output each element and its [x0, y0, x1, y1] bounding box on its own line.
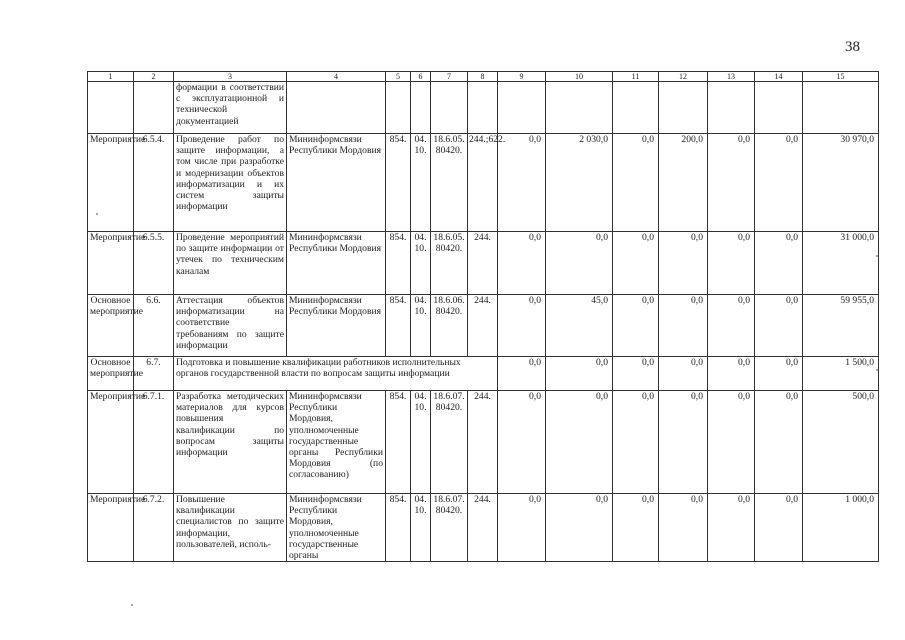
- cell-c9: 0,0: [498, 295, 546, 357]
- header-cell: 7: [431, 72, 468, 82]
- cell-c15: 1 000,0: [803, 494, 879, 562]
- cell-c8: 244.: [468, 494, 498, 562]
- cell-c10: 45,0: [546, 295, 613, 357]
- cell-c6: 04. 10.: [411, 391, 431, 494]
- budget-table: [87, 71, 879, 562]
- cell-c6: 04. 10.: [411, 295, 431, 357]
- cell-c10: 0,0: [546, 357, 613, 391]
- cell-c7: 18.6.06. 80420.: [431, 295, 468, 357]
- cell-c12: 0,0: [659, 391, 708, 494]
- cell-c11: 0,0: [613, 357, 659, 391]
- cell-type: [88, 82, 134, 134]
- cell-c13: 0,0: [708, 134, 755, 232]
- header-cell: 5: [386, 72, 411, 82]
- scan-speck: [876, 369, 878, 371]
- cell-name: Разработка методических материалов для курсов повышения квалификации по вопросам защиты информации: [174, 391, 287, 494]
- cell-c7: 18.6.05. 80420.: [431, 134, 468, 232]
- cell-c13: 0,0: [708, 391, 755, 494]
- table-row: [88, 295, 879, 357]
- cell-executor: Мининформсвязи Республики Мордовия: [287, 134, 386, 232]
- header-cell: 14: [755, 72, 803, 82]
- cell-c14: 0,0: [755, 391, 803, 494]
- scan-speck: [131, 604, 133, 606]
- cell-c8: 244.: [468, 232, 498, 295]
- cell-c14: [755, 82, 803, 134]
- cell-c12: 0,0: [659, 494, 708, 562]
- header-cell: 6: [411, 72, 431, 82]
- cell-c7: 18.6.07. 80420.: [431, 391, 468, 494]
- cell-c15: 500,0: [803, 391, 879, 494]
- header-cell: 2: [134, 72, 174, 82]
- cell-c15: 1 500,0: [803, 357, 879, 391]
- cell-name: формации в соответствии с эксплуатационной и технической документацией: [174, 82, 287, 134]
- header-cell: 1: [88, 72, 134, 82]
- cell-c5: 854.: [386, 232, 411, 295]
- cell-code: [134, 82, 174, 134]
- cell-code: 6.7.1.: [134, 391, 174, 494]
- cell-c11: 0,0: [613, 134, 659, 232]
- cell-c6: 04. 10.: [411, 134, 431, 232]
- cell-type: Мероприятие: [88, 134, 134, 232]
- cell-c10: [546, 82, 613, 134]
- cell-c9: 0,0: [498, 494, 546, 562]
- cell-c5: 854.: [386, 391, 411, 494]
- cell-type: Мероприятие: [88, 494, 134, 562]
- cell-c8: 244.: [468, 295, 498, 357]
- scan-speck: [96, 213, 98, 215]
- header-cell: 11: [613, 72, 659, 82]
- cell-c8: 244.;622.: [468, 134, 498, 232]
- cell-c15: [803, 82, 879, 134]
- cell-c9: 0,0: [498, 232, 546, 295]
- cell-executor: Мининформсвязи Республики Мордовия, уполномоченные государственные органы Республики Мордовия (по согласованию): [287, 391, 386, 494]
- header-cell: 8: [468, 72, 498, 82]
- cell-c11: 0,0: [613, 391, 659, 494]
- cell-c12: 0,0: [659, 295, 708, 357]
- cell-c11: 0,0: [613, 295, 659, 357]
- cell-c12: [659, 82, 708, 134]
- cell-type: Мероприятие: [88, 232, 134, 295]
- header-row: [88, 72, 879, 82]
- header-cell: 13: [708, 72, 755, 82]
- cell-c13: 0,0: [708, 295, 755, 357]
- header-cell: 9: [498, 72, 546, 82]
- cell-c6: 04. 10.: [411, 494, 431, 562]
- cell-c6: [411, 82, 431, 134]
- cell-c12: 200,0: [659, 134, 708, 232]
- cell-c13: [708, 82, 755, 134]
- cell-c10: 0,0: [546, 391, 613, 494]
- cell-name: Аттестация объектов информатизации на соответствие требованиям по защите информации: [174, 295, 287, 357]
- cell-c14: 0,0: [755, 134, 803, 232]
- table-row: [88, 391, 879, 494]
- cell-c9: 0,0: [498, 357, 546, 391]
- cell-c5: 854.: [386, 295, 411, 357]
- cell-c10: 0,0: [546, 232, 613, 295]
- cell-c5: 854.: [386, 134, 411, 232]
- cell-c11: [613, 82, 659, 134]
- cell-c15: 59 955,0: [803, 295, 879, 357]
- table-row: [88, 357, 879, 391]
- cell-executor: Мининформсвязи Республики Мордовия: [287, 295, 386, 357]
- cell-c8: 244.: [468, 391, 498, 494]
- cell-c14: 0,0: [755, 357, 803, 391]
- table-row: [88, 494, 879, 562]
- header-cell: 3: [174, 72, 287, 82]
- cell-name: Проведение мероприятий по защите информации от утечек по техническим каналам: [174, 232, 287, 295]
- table-row: [88, 232, 879, 295]
- cell-c9: 0,0: [498, 391, 546, 494]
- cell-c8: [468, 82, 498, 134]
- table-row: [88, 134, 879, 232]
- header-cell: 15: [803, 72, 879, 82]
- cell-c14: 0,0: [755, 494, 803, 562]
- cell-c9: [498, 82, 546, 134]
- cell-executor: Мининформсвязи Республики Мордовия: [287, 232, 386, 295]
- cell-c10: 2 030,0: [546, 134, 613, 232]
- cell-c13: 0,0: [708, 357, 755, 391]
- cell-type: Основное мероприятие: [88, 357, 134, 391]
- cell-c11: 0,0: [613, 494, 659, 562]
- page-number: 38: [845, 39, 860, 55]
- cell-c12: 0,0: [659, 357, 708, 391]
- header-cell: 12: [659, 72, 708, 82]
- cell-executor: Мининформсвязи Республики Мордовия, уполномоченные государственные органы: [287, 494, 386, 562]
- cell-c7: 18.6.07. 80420.: [431, 494, 468, 562]
- cell-c9: 0,0: [498, 134, 546, 232]
- cell-c7: 18.6.05. 80420.: [431, 232, 468, 295]
- header-cell: 4: [287, 72, 386, 82]
- cell-code: 6.6.: [134, 295, 174, 357]
- cell-name: Проведение работ по защите информации, а том числе при разработке и модернизации объектов информатизации и их систем защиты информации: [174, 134, 287, 232]
- cell-c13: 0,0: [708, 232, 755, 295]
- cell-c14: 0,0: [755, 295, 803, 357]
- cell-c6: 04. 10.: [411, 232, 431, 295]
- cell-name: Повышение квалификации специалистов по защите информации, пользователей, исполь-: [174, 494, 287, 562]
- cell-c12: 0,0: [659, 232, 708, 295]
- cell-c13: 0,0: [708, 494, 755, 562]
- cell-c7: [431, 82, 468, 134]
- table-body: [88, 72, 879, 562]
- cell-name: Подготовка и повышение квалификации работников исполнительных органов государственной власти по вопросам защиты информации: [174, 357, 498, 391]
- cell-type: Мероприятие: [88, 391, 134, 494]
- scan-speck: [876, 255, 878, 257]
- cell-c11: 0,0: [613, 232, 659, 295]
- cell-code: 6.5.5.: [134, 232, 174, 295]
- cell-c14: 0,0: [755, 232, 803, 295]
- cell-code: 6.7.2.: [134, 494, 174, 562]
- cell-c5: 854.: [386, 494, 411, 562]
- cell-executor: [287, 82, 386, 134]
- cell-code: 6.5.4.: [134, 134, 174, 232]
- cell-c15: 30 970,0: [803, 134, 879, 232]
- table-row: [88, 82, 879, 134]
- cell-c5: [386, 82, 411, 134]
- cell-c15: 31 000,0: [803, 232, 879, 295]
- cell-type: Основное мероприятие: [88, 295, 134, 357]
- cell-code: 6.7.: [134, 357, 174, 391]
- cell-c10: 0,0: [546, 494, 613, 562]
- header-cell: 10: [546, 72, 613, 82]
